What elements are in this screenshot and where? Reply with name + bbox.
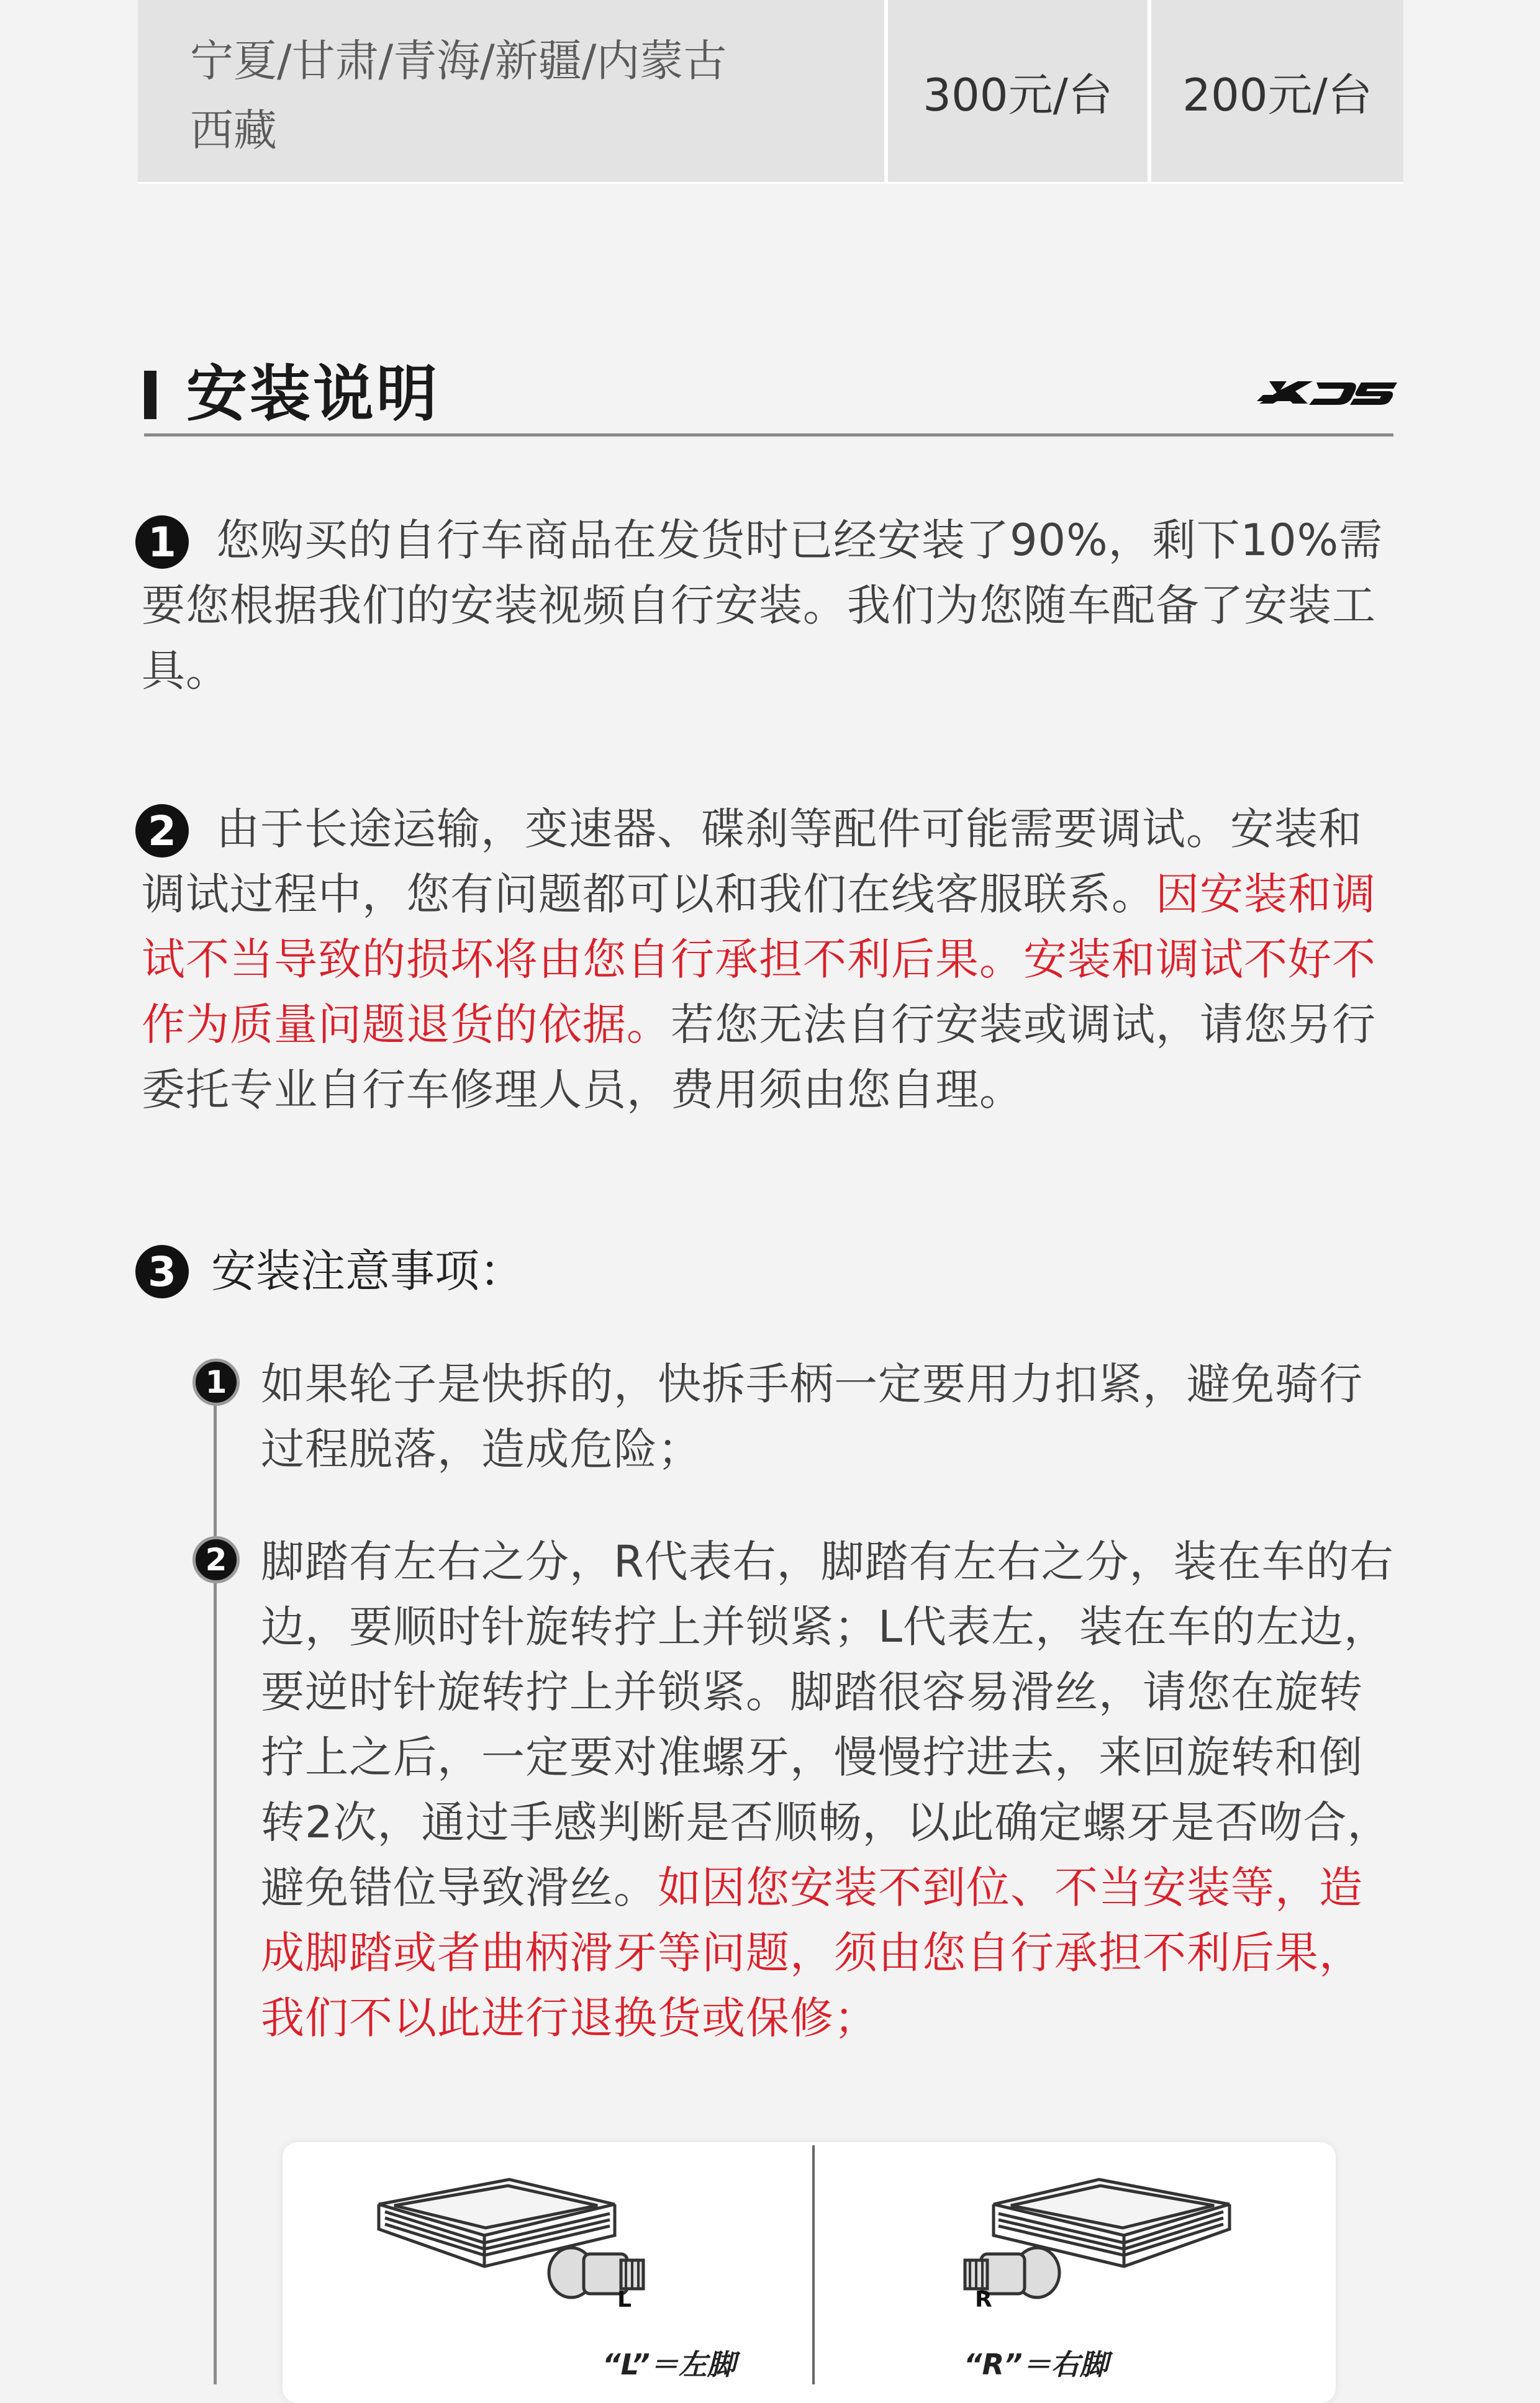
step-number-3-badge: 3 [135, 1245, 189, 1298]
paragraph-2-text-a: 由于长途运输，变速器、碟刹等配件可能需要调试。安装和调试过程中，您有问题都可以和我们在线客服联系。 [142, 803, 1362, 920]
table-cell-region [138, 0, 884, 184]
section-title-bar [144, 371, 156, 419]
note-item-1-text: 如果轮子是快拆的，快拆手柄一定要用力扣紧，避免骑行过程脱落，造成危险； [261, 1359, 1363, 1475]
section-title: 安装说明 [186, 359, 440, 430]
note-item-1 [261, 1352, 1403, 1482]
note-item-2-warning: 如因您安装不到位、不当安装等，造成脚踏或者曲柄滑牙等问题，须由您自行承担不利后果，我们不以此进行退换货或保修； [261, 1862, 1363, 2043]
paragraph-1-text: 您购买的自行车商品在发货时已经安装了90%，剩下10%需要您根据我们的安装视频自行安装。我们为您随车配备了安装工具。 [142, 515, 1384, 696]
right-pedal-caption: “R”＝右脚 [964, 2348, 1108, 2381]
step-number-2-badge: 2 [135, 804, 189, 858]
note-number-2-badge: 2 [192, 1536, 240, 1583]
xds-logo-icon [1257, 376, 1397, 411]
table-cell-price-2: 200元/台 [1148, 0, 1403, 184]
notes-heading: 安装注意事项： [211, 1245, 525, 1297]
table-cell-price-1: 300元/台 [884, 0, 1148, 184]
right-pedal-mark: R [975, 2287, 992, 2312]
notes-timeline [214, 1382, 217, 2384]
note-item-2-text: 脚踏有左右之分，R代表右，脚踏有左右之分，装在车的右边，要顺时针旋转拧上并锁紧；L代表左，装在车的左边，要逆时针旋转拧上并锁紧。脚踏很容易滑丝，请您在旋转拧上之后，一定要对准螺牙，慢慢拧进去，来回旋转和倒转2次，通过手感判断是否顺畅，以此确定螺牙是否吻合，避免错位导致滑丝。 [261, 1536, 1394, 1913]
step-number-1-badge: 1 [135, 515, 189, 569]
left-pedal-caption: “L”＝左脚 [602, 2348, 736, 2381]
paragraph-2-text-b: 若您无法自行安装或调试，请您另行委托专业自行车修理人员，费用须由您自理。 [142, 999, 1376, 1115]
paragraph-2-warning: 因安装和调试不当导致的损坏将由您自行承担不利后果。安装和调试不好不作为质量问题退货的依据。 [142, 869, 1376, 1050]
note-number-1-badge: 1 [192, 1359, 240, 1406]
left-pedal-image [366, 2167, 652, 2337]
note-item-2 [261, 1529, 1403, 2051]
paragraph-1 [142, 508, 1402, 704]
shipping-fee-table [138, 0, 1403, 184]
left-pedal-mark: L [617, 2287, 632, 2312]
pedal-illustration-divider [812, 2145, 815, 2384]
right-pedal-image [956, 2167, 1242, 2337]
paragraph-2 [142, 797, 1402, 1123]
region-line-2: 西藏 [190, 105, 277, 156]
section-divider [144, 433, 1393, 437]
region-line-1: 宁夏/甘肃/青海/新疆/内蒙古 [190, 35, 727, 86]
